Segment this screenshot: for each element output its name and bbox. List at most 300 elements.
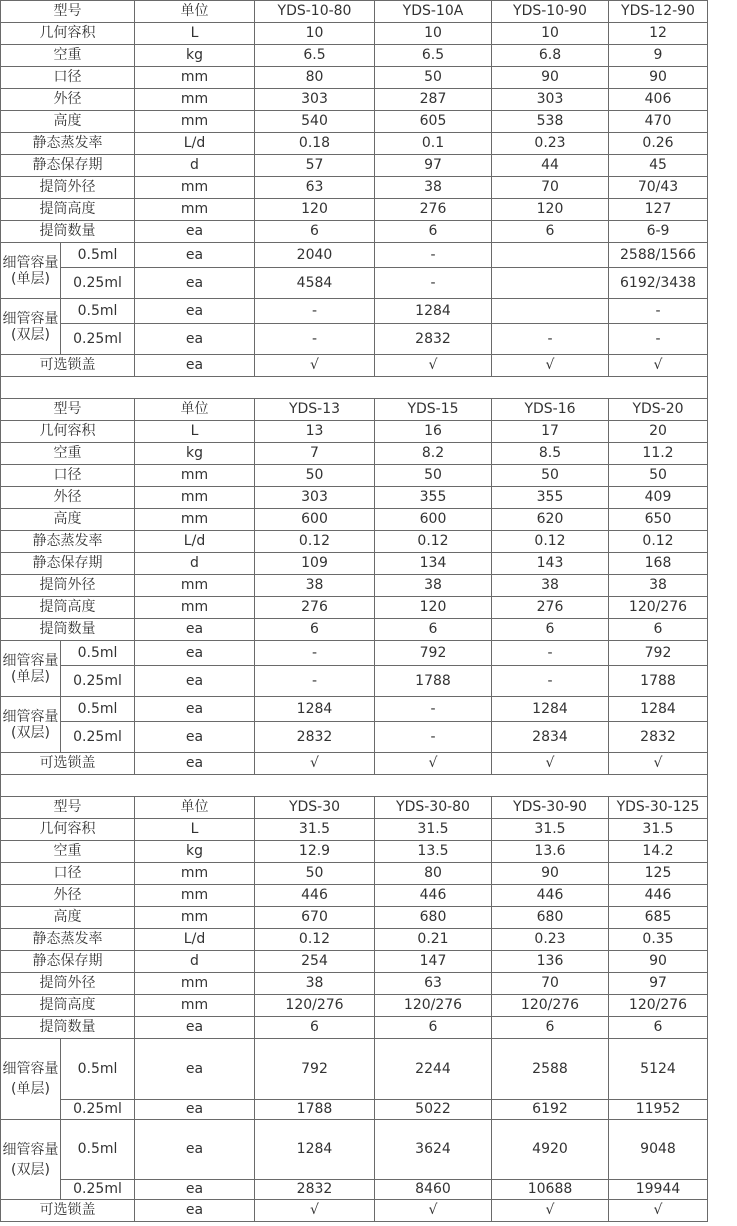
capacity-value-cell: 5124 <box>609 1039 708 1100</box>
lock-value-cell: √ <box>492 1200 609 1222</box>
spec-unit-cell: mm <box>135 907 255 929</box>
spec-value-cell: 6 <box>255 221 375 243</box>
lock-value-cell: √ <box>255 355 375 377</box>
spec-unit-cell: mm <box>135 465 255 487</box>
spec-label-cell: 空重 <box>1 45 135 67</box>
capacity-unit-cell: ea <box>135 722 255 753</box>
spec-row <box>1 995 708 1017</box>
spec-value-cell: 127 <box>609 199 708 221</box>
capacity-unit-cell: ea <box>135 1120 255 1180</box>
capacity-value-cell: - <box>255 299 375 324</box>
spec-unit-cell: mm <box>135 89 255 111</box>
spec-value-cell: 90 <box>609 951 708 973</box>
spec-value-cell: 38 <box>255 575 375 597</box>
spec-value-cell: 31.5 <box>609 819 708 841</box>
lock-value-cell: √ <box>255 753 375 775</box>
spec-value-cell: 11.2 <box>609 443 708 465</box>
spec-row <box>1 619 708 641</box>
capacity-value-cell: 2588 <box>492 1039 609 1100</box>
spec-value-cell: 0.23 <box>492 133 609 155</box>
capacity-row <box>1 324 708 355</box>
spec-label-cell: 口径 <box>1 67 135 89</box>
spec-unit-cell: mm <box>135 597 255 619</box>
lock-row <box>1 753 708 775</box>
lock-value-cell: √ <box>375 355 492 377</box>
model-name-cell: YDS-12-90 <box>609 1 708 23</box>
capacity-value-cell <box>492 268 609 299</box>
capacity-row <box>1 1039 708 1100</box>
spec-value-cell: 446 <box>255 885 375 907</box>
spec-value-cell: 50 <box>375 465 492 487</box>
spec-value-cell: 134 <box>375 553 492 575</box>
spec-value-cell: 0.12 <box>375 531 492 553</box>
lock-unit-cell: ea <box>135 1200 255 1222</box>
spec-row <box>1 421 708 443</box>
spec-value-cell: 6 <box>255 1017 375 1039</box>
spec-label-cell: 静态蒸发率 <box>1 531 135 553</box>
spec-value-cell: 13 <box>255 421 375 443</box>
spec-value-cell: 168 <box>609 553 708 575</box>
spec-row <box>1 929 708 951</box>
capacity-row <box>1 722 708 753</box>
spec-value-cell: 0.26 <box>609 133 708 155</box>
capacity-value-cell: 3624 <box>375 1120 492 1180</box>
spec-value-cell: 680 <box>492 907 609 929</box>
model-header-row <box>1 399 708 421</box>
capacity-value-cell: 2832 <box>255 1180 375 1200</box>
spec-value-cell: 6.8 <box>492 45 609 67</box>
capacity-unit-cell: ea <box>135 268 255 299</box>
spec-unit-cell: ea <box>135 221 255 243</box>
capacity-value-cell: - <box>255 324 375 355</box>
spec-value-cell: 50 <box>255 863 375 885</box>
spec-label-cell: 提筒数量 <box>1 1017 135 1039</box>
spec-unit-cell: mm <box>135 67 255 89</box>
spec-label-cell: 高度 <box>1 111 135 133</box>
spec-value-cell: 6-9 <box>609 221 708 243</box>
capacity-value-cell: 792 <box>375 641 492 666</box>
spec-value-cell: 0.18 <box>255 133 375 155</box>
capacity-value-cell <box>492 299 609 324</box>
capacity-value-cell: 1284 <box>375 299 492 324</box>
spec-value-cell: 63 <box>255 177 375 199</box>
spec-unit-cell: mm <box>135 199 255 221</box>
spec-row <box>1 177 708 199</box>
spec-row <box>1 89 708 111</box>
capacity-row <box>1 641 708 666</box>
spec-row <box>1 45 708 67</box>
spec-value-cell: 6 <box>492 619 609 641</box>
spec-value-cell: 600 <box>255 509 375 531</box>
spec-value-cell: 120 <box>375 597 492 619</box>
model-label-cell: 型号 <box>1 1 135 23</box>
spec-value-cell: 254 <box>255 951 375 973</box>
spec-row <box>1 111 708 133</box>
capacity-unit-cell: ea <box>135 243 255 268</box>
section-separator <box>1 377 708 399</box>
spec-value-cell: 50 <box>609 465 708 487</box>
spec-row <box>1 531 708 553</box>
spec-value-cell: 57 <box>255 155 375 177</box>
capacity-sub-cell: 0.25ml <box>61 1180 135 1200</box>
spec-value-cell: 120/276 <box>492 995 609 1017</box>
model-header-row <box>1 1 708 23</box>
capacity-value-cell: 1284 <box>492 697 609 722</box>
spec-label-cell: 提筒数量 <box>1 221 135 243</box>
spec-value-cell: 10 <box>255 23 375 45</box>
capacity-value-cell: 5022 <box>375 1100 492 1120</box>
spec-unit-cell: d <box>135 155 255 177</box>
capacity-sub-cell: 0.5ml <box>61 243 135 268</box>
spec-value-cell: 90 <box>609 67 708 89</box>
model-name-cell: YDS-30-80 <box>375 797 492 819</box>
spec-value-cell: 136 <box>492 951 609 973</box>
lock-label-cell: 可选锁盖 <box>1 753 135 775</box>
spec-unit-cell: mm <box>135 177 255 199</box>
spec-value-cell: 38 <box>255 973 375 995</box>
spec-value-cell: 38 <box>375 177 492 199</box>
capacity-value-cell: - <box>375 697 492 722</box>
lock-label-cell: 可选锁盖 <box>1 355 135 377</box>
spec-value-cell: 10 <box>375 23 492 45</box>
lock-value-cell: √ <box>609 1200 708 1222</box>
spec-value-cell: 6 <box>609 619 708 641</box>
spec-label-cell: 外径 <box>1 885 135 907</box>
spec-value-cell: 650 <box>609 509 708 531</box>
spec-value-cell: 446 <box>375 885 492 907</box>
capacity-unit-cell: ea <box>135 1100 255 1120</box>
spec-value-cell: 355 <box>492 487 609 509</box>
spec-value-cell: 6.5 <box>255 45 375 67</box>
spec-value-cell: 125 <box>609 863 708 885</box>
spec-label-cell: 提筒外径 <box>1 973 135 995</box>
spec-unit-cell: d <box>135 553 255 575</box>
capacity-value-cell: 1284 <box>609 697 708 722</box>
spec-label-cell: 口径 <box>1 863 135 885</box>
spec-unit-cell: mm <box>135 995 255 1017</box>
spec-label-cell: 口径 <box>1 465 135 487</box>
spec-value-cell: 120 <box>255 199 375 221</box>
spec-value-cell: 38 <box>492 575 609 597</box>
lock-value-cell: √ <box>609 753 708 775</box>
spec-label-cell: 静态蒸发率 <box>1 929 135 951</box>
spec-label-cell: 外径 <box>1 487 135 509</box>
spec-value-cell: 10 <box>492 23 609 45</box>
spec-value-cell: 120/276 <box>375 995 492 1017</box>
capacity-row <box>1 1120 708 1180</box>
spec-value-cell: 90 <box>492 863 609 885</box>
spec-label-cell: 提筒高度 <box>1 995 135 1017</box>
spec-row <box>1 133 708 155</box>
spec-row <box>1 885 708 907</box>
capacity-sub-cell: 0.25ml <box>61 1100 135 1120</box>
model-name-cell: YDS-13 <box>255 399 375 421</box>
capacity-value-cell: 6192/3438 <box>609 268 708 299</box>
lock-value-cell: √ <box>375 1200 492 1222</box>
spec-value-cell: 13.5 <box>375 841 492 863</box>
spec-unit-cell: mm <box>135 487 255 509</box>
spec-value-cell: 44 <box>492 155 609 177</box>
model-name-cell: YDS-20 <box>609 399 708 421</box>
capacity-value-cell: 1788 <box>375 666 492 697</box>
capacity-sub-cell: 0.5ml <box>61 1120 135 1180</box>
spec-unit-cell: L <box>135 819 255 841</box>
capacity-value-cell: 792 <box>609 641 708 666</box>
spec-value-cell: 7 <box>255 443 375 465</box>
capacity-value-cell: 2244 <box>375 1039 492 1100</box>
spec-value-cell: 45 <box>609 155 708 177</box>
spec-unit-cell: kg <box>135 45 255 67</box>
spec-label-cell: 静态保存期 <box>1 951 135 973</box>
spec-label-cell: 空重 <box>1 443 135 465</box>
spec-row <box>1 487 708 509</box>
capacity-sub-cell: 0.5ml <box>61 1039 135 1100</box>
spec-unit-cell: mm <box>135 885 255 907</box>
spec-row <box>1 465 708 487</box>
capacity-label-cell: 细管容量(单层) <box>1 1039 61 1120</box>
model-label-cell: 型号 <box>1 797 135 819</box>
spec-value-cell: 109 <box>255 553 375 575</box>
spec-label-cell: 几何容积 <box>1 421 135 443</box>
lock-label-cell: 可选锁盖 <box>1 1200 135 1222</box>
spec-value-cell: 446 <box>492 885 609 907</box>
capacity-sub-cell: 0.25ml <box>61 666 135 697</box>
spec-row <box>1 23 708 45</box>
capacity-value-cell <box>492 243 609 268</box>
spec-row <box>1 443 708 465</box>
capacity-row <box>1 268 708 299</box>
lock-unit-cell: ea <box>135 753 255 775</box>
spec-value-cell: 70 <box>492 177 609 199</box>
spec-label-cell: 提筒高度 <box>1 199 135 221</box>
spec-value-cell: 6.5 <box>375 45 492 67</box>
spec-label-cell: 高度 <box>1 907 135 929</box>
model-name-cell: YDS-16 <box>492 399 609 421</box>
spec-value-cell: 80 <box>375 863 492 885</box>
spec-value-cell: 8.5 <box>492 443 609 465</box>
capacity-unit-cell: ea <box>135 324 255 355</box>
lock-value-cell: √ <box>609 355 708 377</box>
spec-row <box>1 819 708 841</box>
spec-value-cell: 6 <box>255 619 375 641</box>
model-header-row <box>1 797 708 819</box>
capacity-value-cell: - <box>609 324 708 355</box>
spec-value-cell: 0.12 <box>255 929 375 951</box>
capacity-unit-cell: ea <box>135 299 255 324</box>
spec-unit-cell: kg <box>135 841 255 863</box>
spec-row <box>1 841 708 863</box>
spec-label-cell: 高度 <box>1 509 135 531</box>
spec-value-cell: 276 <box>492 597 609 619</box>
spec-label-cell: 静态蒸发率 <box>1 133 135 155</box>
model-name-cell: YDS-10-90 <box>492 1 609 23</box>
capacity-value-cell: - <box>375 243 492 268</box>
model-name-cell: YDS-10-80 <box>255 1 375 23</box>
spec-unit-cell: mm <box>135 575 255 597</box>
capacity-value-cell: 8460 <box>375 1180 492 1200</box>
spec-value-cell: 6 <box>492 1017 609 1039</box>
spec-unit-cell: mm <box>135 973 255 995</box>
spec-value-cell: 600 <box>375 509 492 531</box>
spec-value-cell: 120/276 <box>609 597 708 619</box>
spec-value-cell: 6 <box>375 1017 492 1039</box>
capacity-value-cell: 1284 <box>255 1120 375 1180</box>
spec-unit-cell: ea <box>135 619 255 641</box>
spec-row <box>1 509 708 531</box>
spec-value-cell: 538 <box>492 111 609 133</box>
spec-value-cell: 685 <box>609 907 708 929</box>
spec-row <box>1 907 708 929</box>
capacity-value-cell: 2832 <box>255 722 375 753</box>
spec-label-cell: 几何容积 <box>1 819 135 841</box>
spec-value-cell: 276 <box>375 199 492 221</box>
spec-row <box>1 67 708 89</box>
spec-value-cell: 31.5 <box>492 819 609 841</box>
model-name-cell: YDS-15 <box>375 399 492 421</box>
unit-label-cell: 单位 <box>135 1 255 23</box>
spec-value-cell: 446 <box>609 885 708 907</box>
capacity-value-cell: - <box>255 666 375 697</box>
spec-value-cell: 13.6 <box>492 841 609 863</box>
spec-value-cell: 16 <box>375 421 492 443</box>
capacity-value-cell: 2832 <box>609 722 708 753</box>
capacity-value-cell: 2834 <box>492 722 609 753</box>
spec-value-cell: 680 <box>375 907 492 929</box>
spec-value-cell: 303 <box>255 487 375 509</box>
model-name-cell: YDS-30 <box>255 797 375 819</box>
capacity-sub-cell: 0.5ml <box>61 697 135 722</box>
spec-value-cell: 287 <box>375 89 492 111</box>
capacity-label-cell: 细管容量(双层) <box>1 299 61 355</box>
capacity-sub-cell: 0.25ml <box>61 268 135 299</box>
spec-row <box>1 155 708 177</box>
spec-row <box>1 973 708 995</box>
capacity-row <box>1 243 708 268</box>
model-label-cell: 型号 <box>1 399 135 421</box>
capacity-label-cell: 细管容量(单层) <box>1 641 61 697</box>
spec-value-cell: 670 <box>255 907 375 929</box>
model-name-cell: YDS-30-125 <box>609 797 708 819</box>
lock-value-cell: √ <box>492 753 609 775</box>
spec-value-cell: 470 <box>609 111 708 133</box>
capacity-value-cell: 1284 <box>255 697 375 722</box>
capacity-value-cell: 792 <box>255 1039 375 1100</box>
spec-value-cell: 9 <box>609 45 708 67</box>
spec-value-cell: 38 <box>375 575 492 597</box>
spec-value-cell: 70 <box>492 973 609 995</box>
lock-value-cell: √ <box>375 753 492 775</box>
capacity-value-cell: 2832 <box>375 324 492 355</box>
spec-value-cell: 12 <box>609 23 708 45</box>
spec-value-cell: 620 <box>492 509 609 531</box>
capacity-value-cell: 1788 <box>609 666 708 697</box>
model-name-cell: YDS-30-90 <box>492 797 609 819</box>
lock-value-cell: √ <box>492 355 609 377</box>
unit-label-cell: 单位 <box>135 797 255 819</box>
spec-row <box>1 597 708 619</box>
capacity-value-cell: - <box>609 299 708 324</box>
spec-value-cell: 50 <box>375 67 492 89</box>
spec-value-cell: 0.23 <box>492 929 609 951</box>
capacity-row <box>1 697 708 722</box>
lock-row <box>1 1200 708 1222</box>
spec-row <box>1 951 708 973</box>
spec-value-cell: 6 <box>375 221 492 243</box>
spec-value-cell: 6 <box>609 1017 708 1039</box>
separator-cell <box>1 377 708 399</box>
spec-value-cell: 143 <box>492 553 609 575</box>
spec-row <box>1 575 708 597</box>
capacity-sub-cell: 0.25ml <box>61 722 135 753</box>
capacity-unit-cell: ea <box>135 697 255 722</box>
capacity-unit-cell: ea <box>135 666 255 697</box>
capacity-row <box>1 299 708 324</box>
capacity-value-cell: 4584 <box>255 268 375 299</box>
spec-value-cell: 31.5 <box>255 819 375 841</box>
capacity-unit-cell: ea <box>135 1180 255 1200</box>
capacity-value-cell: 1788 <box>255 1100 375 1120</box>
spec-value-cell: 80 <box>255 67 375 89</box>
spec-value-cell: 303 <box>492 89 609 111</box>
spec-value-cell: 0.21 <box>375 929 492 951</box>
spec-value-cell: 147 <box>375 951 492 973</box>
spec-value-cell: 70/43 <box>609 177 708 199</box>
spec-unit-cell: d <box>135 951 255 973</box>
capacity-value-cell: - <box>492 324 609 355</box>
spec-label-cell: 提筒高度 <box>1 597 135 619</box>
capacity-value-cell: - <box>375 722 492 753</box>
capacity-row <box>1 666 708 697</box>
spec-value-cell: 20 <box>609 421 708 443</box>
capacity-value-cell: 2588/1566 <box>609 243 708 268</box>
spec-value-cell: 0.12 <box>255 531 375 553</box>
spec-value-cell: 303 <box>255 89 375 111</box>
spec-label-cell: 外径 <box>1 89 135 111</box>
spec-value-cell: 63 <box>375 973 492 995</box>
spec-label-cell: 空重 <box>1 841 135 863</box>
spec-value-cell: 14.2 <box>609 841 708 863</box>
spec-label-cell: 几何容积 <box>1 23 135 45</box>
lock-unit-cell: ea <box>135 355 255 377</box>
spec-unit-cell: kg <box>135 443 255 465</box>
capacity-value-cell: 19944 <box>609 1180 708 1200</box>
spec-value-cell: 0.12 <box>492 531 609 553</box>
spec-row <box>1 553 708 575</box>
spec-unit-cell: L <box>135 421 255 443</box>
spec-label-cell: 静态保存期 <box>1 553 135 575</box>
spec-unit-cell: L/d <box>135 133 255 155</box>
lock-value-cell: √ <box>255 1200 375 1222</box>
spec-value-cell: 8.2 <box>375 443 492 465</box>
capacity-value-cell: - <box>492 666 609 697</box>
spec-label-cell: 提筒数量 <box>1 619 135 641</box>
spec-unit-cell: mm <box>135 509 255 531</box>
spec-value-cell: 409 <box>609 487 708 509</box>
spec-row <box>1 199 708 221</box>
capacity-sub-cell: 0.5ml <box>61 299 135 324</box>
spec-unit-cell: mm <box>135 111 255 133</box>
spec-value-cell: 50 <box>492 465 609 487</box>
spec-row <box>1 221 708 243</box>
spec-value-cell: 50 <box>255 465 375 487</box>
spec-value-cell: 38 <box>609 575 708 597</box>
capacity-row <box>1 1180 708 1200</box>
capacity-value-cell: 9048 <box>609 1120 708 1180</box>
capacity-label-cell: 细管容量(双层) <box>1 697 61 753</box>
capacity-label-cell: 细管容量(双层) <box>1 1120 61 1200</box>
spec-value-cell: 120/276 <box>255 995 375 1017</box>
capacity-value-cell: 11952 <box>609 1100 708 1120</box>
